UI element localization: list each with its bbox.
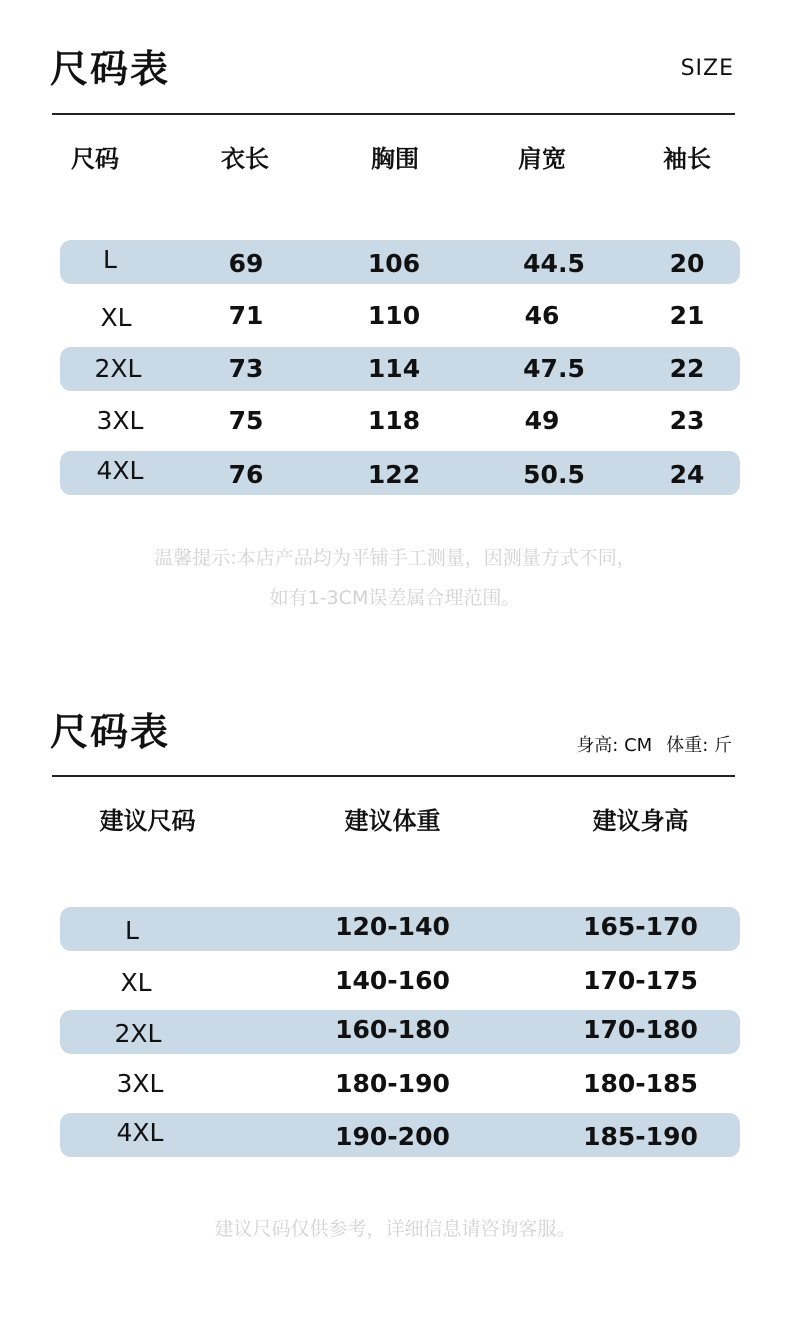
weight-cell: 190-200 [335, 1122, 450, 1151]
size-cell: 4XL [96, 456, 144, 485]
header-shoulder: 肩宽 [518, 145, 566, 173]
header-recommended-weight: 建议体重 [344, 807, 441, 835]
height-unit: 身高: CM [576, 735, 653, 756]
header-length: 衣长 [221, 145, 269, 173]
header-recommended-height: 建议身高 [592, 807, 689, 835]
chest-cell: 110 [367, 301, 421, 330]
recommendation-note: 建议尺码仅供参考，详细信息请咨询客服。 [214, 1218, 576, 1240]
table-row [60, 240, 740, 284]
height-cell: 165-170 [583, 912, 698, 941]
size-chart-title: 尺码表 [50, 47, 171, 91]
weight-unit: 体重: 斤 [666, 735, 732, 756]
section-divider [52, 775, 735, 777]
header-chest: 胸围 [371, 145, 419, 173]
length-cell: 69 [228, 249, 264, 278]
shoulder-cell: 50.5 [523, 460, 585, 489]
size-cell: L [103, 245, 117, 274]
table-row [60, 959, 740, 1003]
size-table-header [60, 137, 740, 181]
table-row [60, 399, 740, 443]
size-cell: L [125, 916, 139, 945]
header-recommended-size: 建议尺码 [99, 807, 196, 835]
size-cell: 3XL [116, 1069, 164, 1098]
size-cell: 2XL [94, 354, 142, 383]
header-sleeve: 袖长 [663, 145, 711, 173]
table-row [60, 907, 740, 951]
size-cell: 2XL [114, 1019, 162, 1048]
size-cell: XL [120, 968, 152, 997]
sleeve-cell: 23 [669, 406, 705, 435]
height-cell: 170-180 [583, 1015, 698, 1044]
weight-cell: 180-190 [335, 1069, 450, 1098]
length-cell: 73 [228, 354, 264, 383]
chest-cell: 106 [367, 249, 421, 278]
shoulder-cell: 47.5 [523, 354, 585, 383]
table-row [60, 347, 740, 391]
height-cell: 185-190 [583, 1122, 698, 1151]
sleeve-cell: 21 [669, 301, 705, 330]
shoulder-cell: 44.5 [523, 249, 585, 278]
size-label: SIZE [680, 56, 734, 81]
weight-cell: 140-160 [335, 966, 450, 995]
sleeve-cell: 20 [669, 249, 705, 278]
table-row [60, 294, 740, 338]
chest-cell: 118 [367, 406, 421, 435]
measurement-note-line2: 如有1-3CM误差属合理范围。 [269, 587, 521, 609]
shoulder-cell: 49 [524, 406, 560, 435]
height-cell: 180-185 [583, 1069, 698, 1098]
sleeve-cell: 24 [669, 460, 705, 489]
length-cell: 75 [228, 406, 264, 435]
weight-cell: 120-140 [335, 912, 450, 941]
table-row [60, 1010, 740, 1054]
header-size: 尺码 [71, 145, 119, 173]
table-row [60, 1113, 740, 1157]
size-cell: 3XL [96, 406, 144, 435]
chest-cell: 114 [367, 354, 421, 383]
length-cell: 71 [228, 301, 264, 330]
section-divider [52, 113, 735, 115]
size-cell: 4XL [116, 1118, 164, 1147]
units-label [576, 731, 732, 757]
chest-cell: 122 [367, 460, 421, 489]
shoulder-cell: 46 [524, 301, 560, 330]
height-cell: 170-175 [583, 966, 698, 995]
table-row [60, 1062, 740, 1106]
length-cell: 76 [228, 460, 264, 489]
sleeve-cell: 22 [669, 354, 705, 383]
recommended-size-title: 尺码表 [50, 710, 171, 754]
recommend-table-header [60, 799, 740, 843]
table-row [60, 451, 740, 495]
measurement-note-line1: 温馨提示:本店产品均为平铺手工测量，因测量方式不同， [154, 547, 636, 569]
weight-cell: 160-180 [335, 1015, 450, 1044]
size-cell: XL [100, 303, 132, 332]
